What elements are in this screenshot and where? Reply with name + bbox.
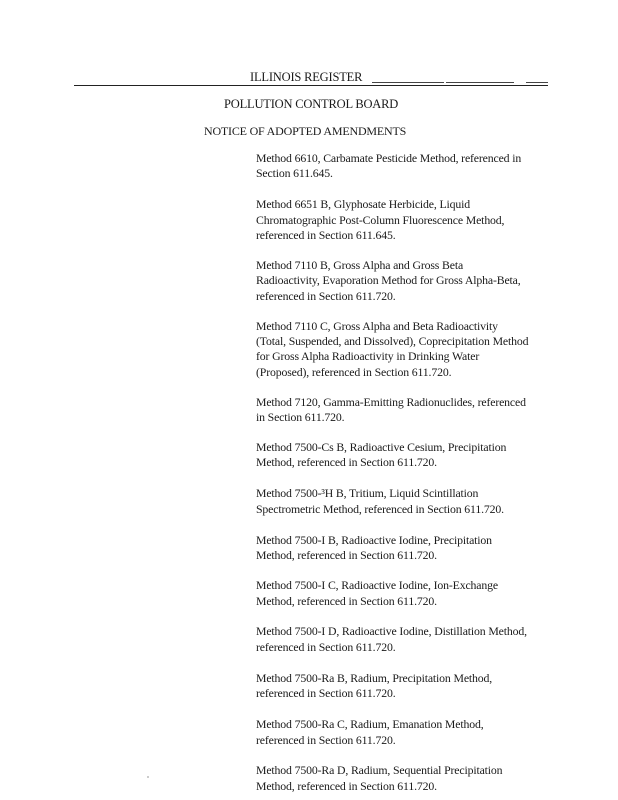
method-entry-line: Spectrometric Method, referenced in Section 611.720. bbox=[256, 501, 504, 516]
method-entry-line: in Section 611.720. bbox=[256, 410, 345, 425]
method-entry-line: Method, referenced in Section 611.720. bbox=[256, 455, 437, 470]
method-entry bbox=[256, 671, 556, 702]
header-blank-line-3 bbox=[526, 82, 548, 83]
method-entry bbox=[256, 624, 556, 655]
method-entry-line: Chromatographic Post-Column Fluorescence Method, bbox=[256, 212, 505, 227]
method-entry-line: Method 7500-Ra D, Radium, Sequential Precipitation bbox=[256, 763, 503, 778]
notice-title: NOTICE OF ADOPTED AMENDMENTS bbox=[204, 124, 407, 138]
method-entry bbox=[256, 578, 556, 609]
board-title: POLLUTION CONTROL BOARD bbox=[224, 97, 399, 111]
method-entry-line: Method 7120, Gamma-Emitting Radionuclides, referenced bbox=[256, 394, 526, 409]
method-entry bbox=[256, 763, 556, 794]
method-entry-line: Method 7110 C, Gross Alpha and Beta Radioactivity bbox=[256, 318, 498, 333]
header-blank-line bbox=[372, 82, 444, 83]
scan-speck bbox=[147, 776, 149, 778]
method-entry bbox=[256, 395, 556, 426]
method-entry bbox=[256, 151, 556, 182]
method-entry-line: Method, referenced in Section 611.720. bbox=[256, 548, 437, 563]
method-entry-line: (Proposed), referenced in Section 611.720. bbox=[256, 364, 452, 379]
method-entry-line: Method 6651 B, Glyphosate Herbicide, Liquid bbox=[256, 197, 471, 212]
method-entry-line: referenced in Section 611.720. bbox=[256, 639, 396, 654]
method-entry-line: Method 7500-Ra C, Radium, Emanation Method, bbox=[256, 717, 484, 732]
method-entry-line: Method 7500-I D, Radioactive Iodine, Distillation Method, bbox=[256, 624, 527, 639]
method-entry-line: referenced in Section 611.645. bbox=[256, 228, 396, 243]
method-entry bbox=[256, 533, 556, 564]
method-entry-line: Method 6610, Carbamate Pesticide Method, referenced in bbox=[256, 151, 522, 165]
method-entry bbox=[256, 258, 556, 304]
method-entry bbox=[256, 440, 556, 471]
method-entry-line: Method, referenced in Section 611.720. bbox=[256, 778, 437, 793]
method-entry-line: referenced in Section 611.720. bbox=[256, 288, 396, 303]
method-entry bbox=[256, 197, 556, 243]
method-entry-line: Section 611.645. bbox=[256, 166, 333, 181]
method-list bbox=[256, 151, 556, 794]
method-entry-line: Method 7500-Cs B, Radioactive Cesium, Precipitation bbox=[256, 439, 507, 454]
method-entry-line: Method, referenced in Section 611.720. bbox=[256, 593, 437, 608]
method-entry-line: (Total, Suspended, and Dissolved), Coprecipitation Method bbox=[256, 334, 529, 349]
method-entry-line: Method 7500-Ra B, Radium, Precipitation Method, bbox=[256, 671, 493, 686]
method-entry-line: referenced in Section 611.720. bbox=[256, 732, 396, 747]
header-blank-line-2 bbox=[446, 82, 514, 83]
method-entry-line: Method 7110 B, Gross Alpha and Gross Beta bbox=[256, 258, 464, 273]
method-entry-line: Radioactivity, Evaporation Method for Gross Alpha-Beta, bbox=[256, 273, 521, 288]
method-entry-line: referenced in Section 611.720. bbox=[256, 686, 396, 701]
method-entry bbox=[256, 717, 556, 748]
method-entry-line: Method 7500-I B, Radioactive Iodine, Precipitation bbox=[256, 532, 492, 547]
method-entry-line: for Gross Alpha Radioactivity in Drinking Water bbox=[256, 349, 480, 364]
method-entry-line: Method 7500-³H B, Tritium, Liquid Scintillation bbox=[256, 486, 479, 501]
method-entry bbox=[256, 319, 556, 381]
register-title: ILLINOIS REGISTER bbox=[250, 70, 363, 84]
method-entry-line: Method 7500-I C, Radioactive Iodine, Ion-Exchange bbox=[256, 578, 498, 593]
header-rule bbox=[74, 85, 548, 86]
method-entry bbox=[256, 486, 556, 517]
